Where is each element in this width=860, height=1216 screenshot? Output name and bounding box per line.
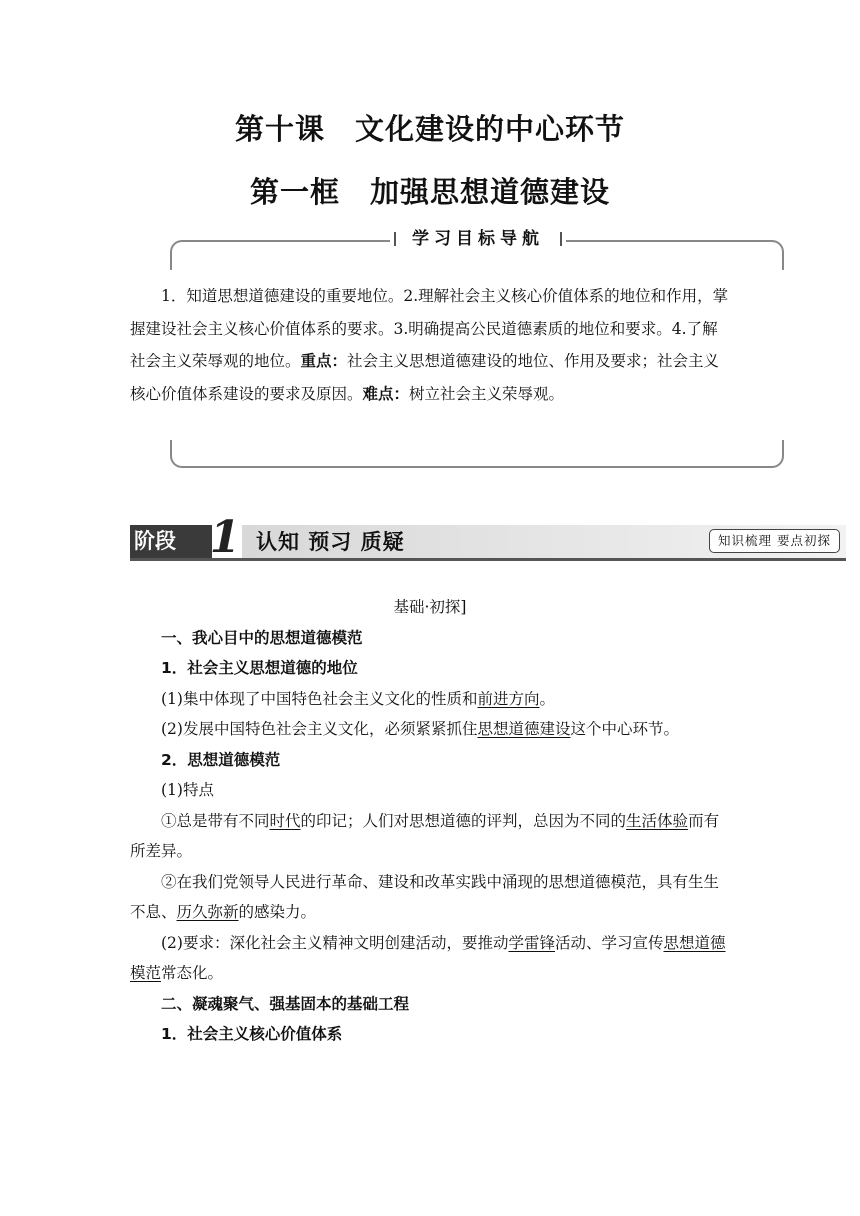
paragraph-6: [130, 928, 730, 989]
answer-blank: 时代: [269, 811, 301, 830]
text: ①总是带有不同: [161, 811, 270, 830]
stage-tag: 知识梳理 要点初探: [709, 529, 840, 553]
heading-1: 一、我心目中的思想道德模范: [161, 628, 363, 647]
answer-blank: 学雷锋: [508, 933, 555, 952]
objectives-list: 1．知道思想道德建设的重要地位。2.理解社会主义核心价值体系的地位和作用，掌握建设社会主义核心价值体系的要求。3.明确提高公民道德素质的地位和要求。4.了解社会主义荣辱观的地位。: [130, 287, 729, 370]
difficult-points-text: 树立社会主义荣辱观。: [409, 384, 565, 403]
main-content: [130, 592, 730, 1050]
text: 。: [539, 689, 555, 708]
answer-blank: 思想道德模范: [130, 933, 726, 982]
heading-1-2: 2．思想道德模范: [161, 750, 281, 769]
difficult-points-label: 难点：: [362, 384, 410, 403]
stage-banner: [130, 512, 846, 563]
answer-blank: 前进方向: [477, 689, 540, 708]
key-points-label: 重点：: [300, 352, 348, 370]
heading-2: 二、凝魂聚气、强基固本的基础工程: [161, 994, 410, 1013]
subheading: 基础·初探]: [393, 598, 467, 616]
answer-blank: 历久弥新: [176, 903, 239, 921]
objectives-box-bottom-border: [170, 440, 784, 468]
paragraph-2: [130, 714, 730, 745]
text: 的感染力。: [238, 903, 317, 921]
lesson-title: 第十课 文化建设的中心环节: [234, 112, 625, 146]
paragraph-3: (1)特点: [161, 781, 214, 799]
answer-blank: 思想道德建设: [477, 720, 571, 738]
text: 而有所差异。: [130, 811, 720, 860]
objectives-box-label: 学习目标导航: [390, 226, 566, 252]
text: 活动、学习宣传: [554, 933, 664, 952]
text: (2)要求：深化社会主义精神文明创建活动，要推动: [161, 933, 509, 952]
paragraph-4: [130, 806, 730, 867]
text: (1)集中体现了中国特色社会主义文化的性质和: [161, 689, 478, 708]
stage-number: 1: [209, 512, 241, 563]
text: 这个中心环节。: [570, 720, 679, 738]
paragraph-1: [130, 684, 730, 715]
heading-1-1: 1．社会主义思想道德的地位: [161, 659, 358, 677]
text: ②在我们党领导人民进行革命、建设和改革实践中涌现的思想道德模范，具有生生不息、: [130, 872, 720, 921]
text: 常态化。: [161, 964, 224, 982]
key-points-text: 社会主义思想道德建设的地位、作用及要求；社会主义核心价值体系建设的要求及原因。: [130, 352, 720, 403]
answer-blank: 生活体验: [626, 811, 689, 830]
text: 的印记；人们对思想道德的评判，总因为不同的: [300, 811, 627, 830]
stage-word: 阶段: [130, 525, 212, 558]
section-title: 第一框 加强思想道德建设: [249, 175, 610, 209]
paragraph-5: [130, 867, 730, 928]
text: (2)发展中国特色社会主义文化，必须紧紧抓住: [161, 720, 478, 738]
stage-title: 认知 预习 质疑: [256, 529, 405, 554]
objectives-text: [130, 280, 730, 410]
heading-2-1: 1．社会主义核心价值体系: [161, 1025, 343, 1043]
